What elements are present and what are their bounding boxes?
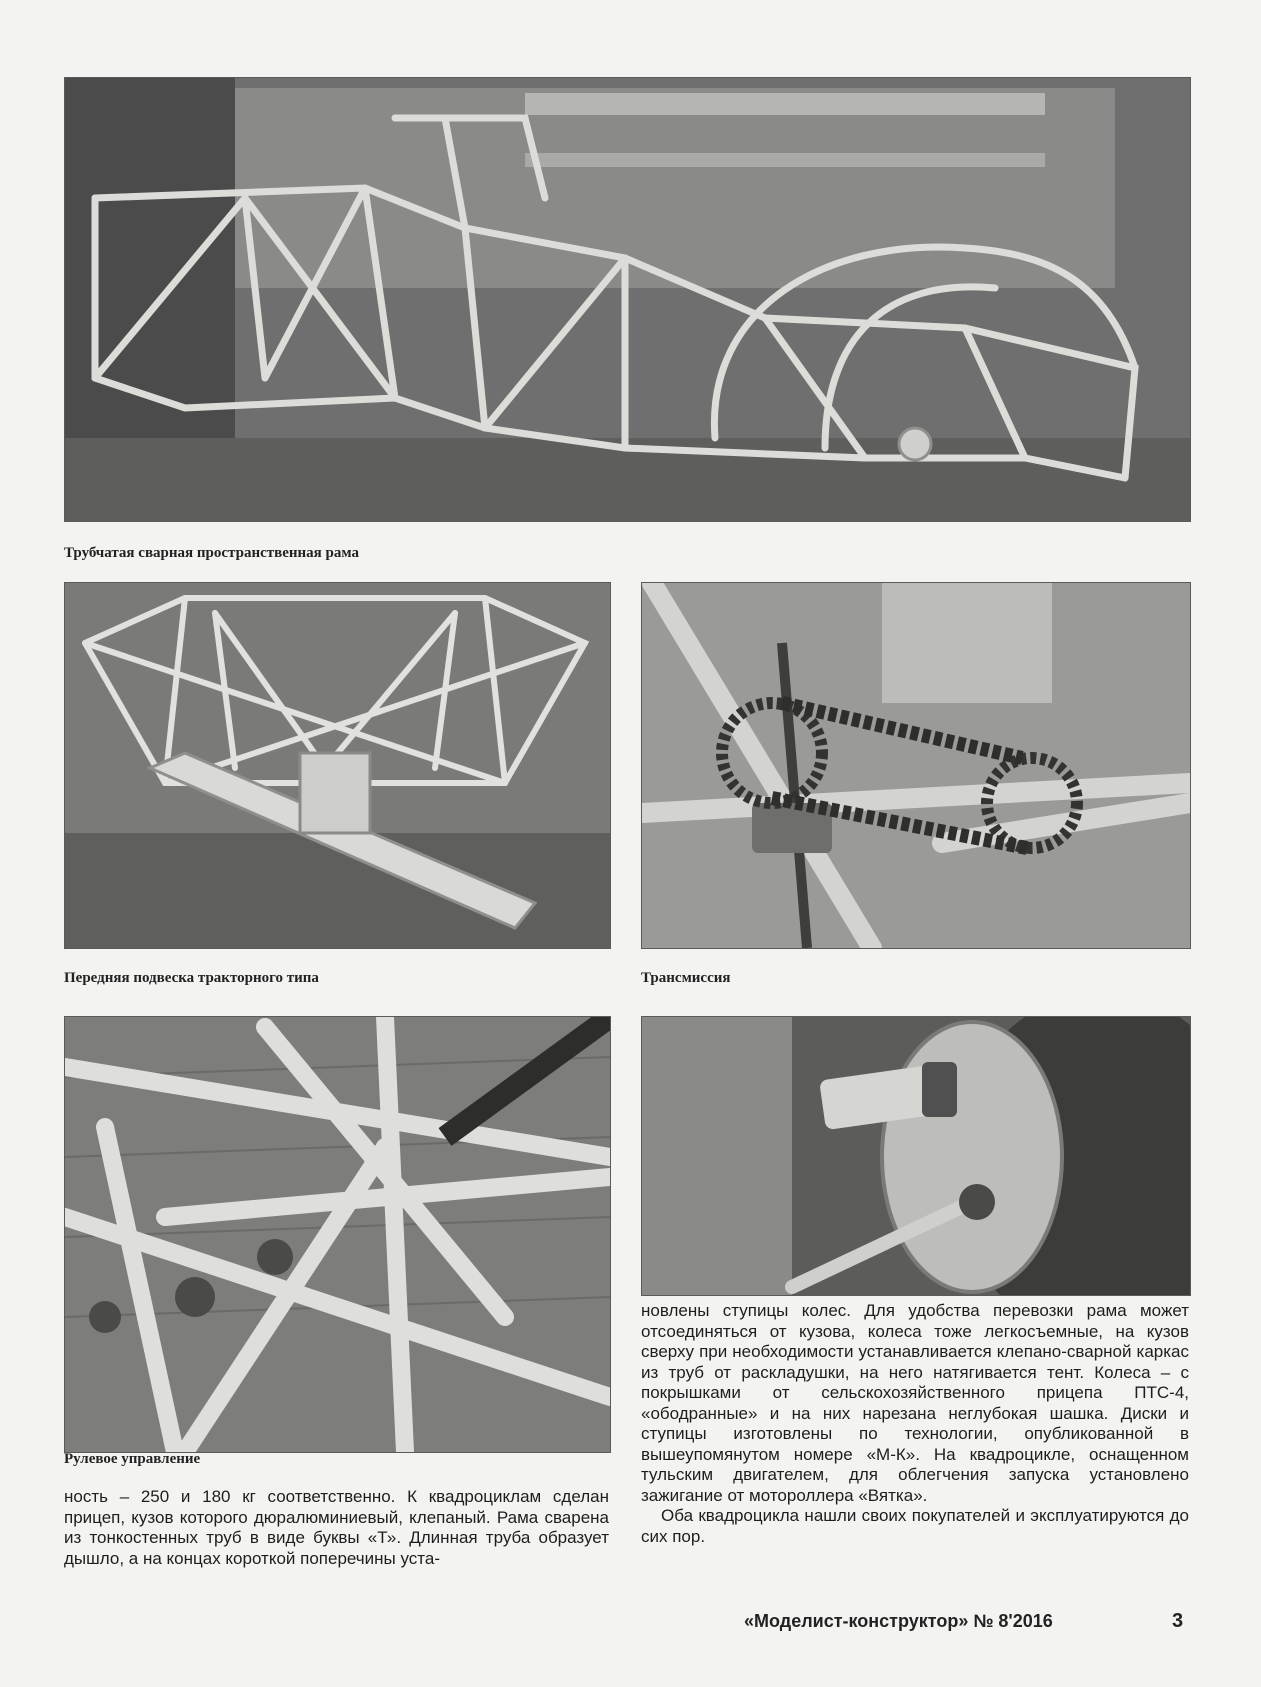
article-paragraph: Оба квадроцикла нашли своих покупателей и эксплуатируются до сих пор. — [641, 1506, 1189, 1546]
article-text-right-column — [641, 1301, 1189, 1547]
steering-illustration — [65, 1017, 610, 1452]
magazine-issue-footer: «Моделист-конструктор» № 8'2016 — [744, 1611, 1053, 1631]
photo-steering — [64, 1016, 611, 1453]
transmission-illustration — [642, 583, 1190, 948]
photo-wheel-hub — [641, 1016, 1191, 1296]
photo-tubular-frame — [64, 77, 1191, 522]
front-suspension-illustration — [65, 583, 610, 948]
photo-front-suspension — [64, 582, 611, 949]
article-text-left-column — [64, 1487, 609, 1569]
wheel-hub-illustration — [642, 1017, 1190, 1295]
caption-tubular-frame: Трубчатая сварная пространственная рама — [64, 545, 359, 561]
page-number: 3 — [1172, 1610, 1184, 1632]
photo-transmission — [641, 582, 1191, 949]
article-paragraph: новлены ступицы колес. Для удобства перевозки рама может отсоединяться от кузова, колеса тоже легкосъемные, на кузов сверху при необходимости устанавливается клепано-сварной каркас из труб от раскладушки, на него натягивается тент. Колеса – с покрышками от сельскохозяйственного прицепа ПТС-4, «ободранные» и на них нарезана неглубокая шашка. Диски и ступицы изготовлены по технологии, опубликованной в вышеупомянутом номере «М-К». На квадроцикле, оснащенном тульским двигателем, для облегчения запуска установлено зажигание от мотороллера «Вятка». — [641, 1301, 1189, 1505]
caption-steering: Рулевое управление — [64, 1451, 201, 1467]
caption-front-suspension: Передняя подвеска тракторного типа — [64, 970, 319, 986]
article-paragraph: ность – 250 и 180 кг соответственно. К квадроциклам сделан прицеп, кузов которого дюралюминиевый, клепаный. Рама сварена из тонкостенных труб в виде буквы «Т». Длинная труба образует дышло, а на концах короткой поперечины уста- — [64, 1487, 609, 1568]
caption-transmission: Трансмиссия — [641, 970, 731, 986]
frame-photo-illustration — [65, 78, 1190, 521]
